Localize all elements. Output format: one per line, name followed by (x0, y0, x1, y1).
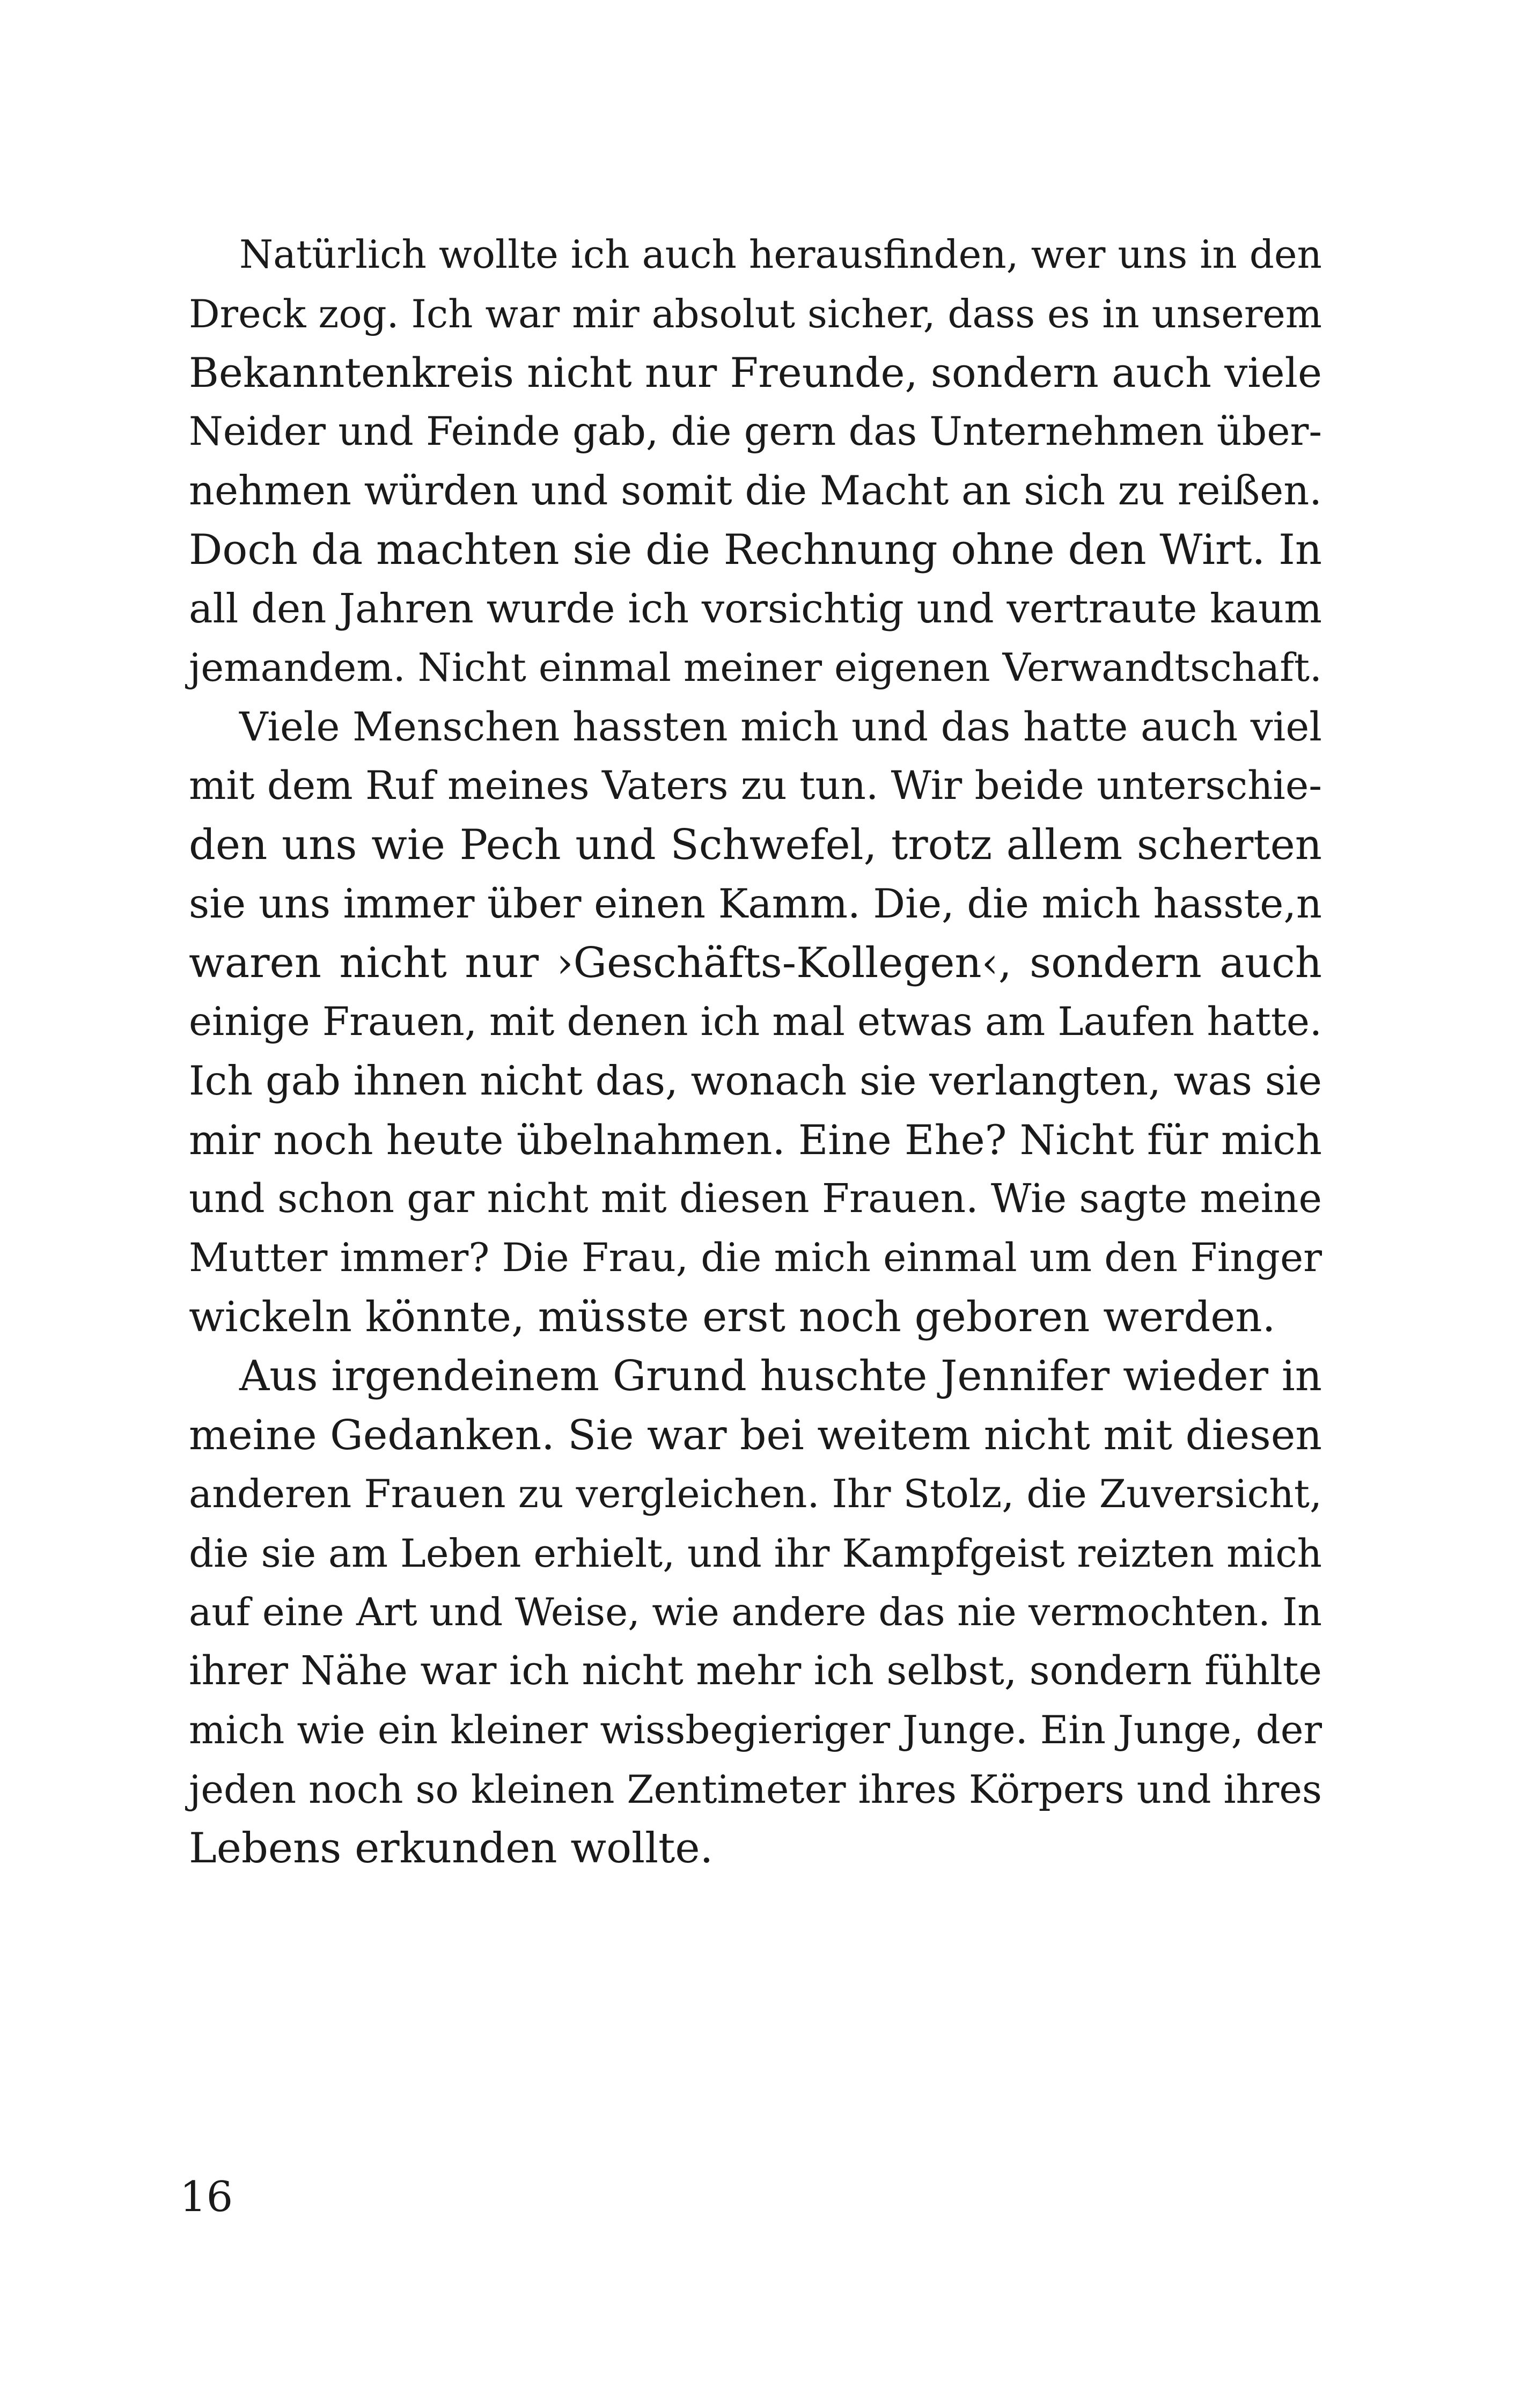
paragraph-1-line-6: Doch da machten sie die Rechnung ohne den Wirt. In (189, 526, 1322, 574)
paragraph-1-line-2: Dreck zog. Ich war mir absolut sicher, dass es in unserem (189, 291, 1322, 336)
paragraph-2-line-4: sie uns immer über einen Kamm. Die, die mich hasste,n (189, 880, 1322, 927)
paragraph-1-line-8: jemandem. Nicht einmal meiner eigenen Verwandtschaft. (189, 645, 1322, 691)
paragraph-2-line-5: waren nicht nur ›Geschäfts-Kollegen‹, sondern auch (189, 939, 1322, 987)
paragraph-2-line-6: einige Frauen, mit denen ich mal etwas am Laufen hatte. (189, 1000, 1322, 1045)
paragraph-2-line-3: den uns wie Pech und Schwefel, trotz allem scherten (189, 821, 1322, 869)
body-text (189, 225, 1322, 1878)
page-number: 16 (180, 2173, 233, 2221)
paragraph-3-line-7: mich wie ein kleiner wissbegieriger Junge. Ein Junge, der (189, 1708, 1322, 1753)
paragraph-2-line-9: und schon gar nicht mit diesen Frauen. Wie sagte meine (189, 1176, 1322, 1222)
paragraph-1-line-7: all den Jahren wurde ich vorsichtig und vertraute kaum (189, 585, 1322, 632)
paragraph-3-line-4: die sie am Leben erhielt, und ihr Kampfgeist reizten mich (189, 1531, 1322, 1576)
paragraph-3-line-6: ihrer Nähe war ich nicht mehr ich selbst, sondern fühlte (189, 1648, 1322, 1694)
paragraph-2-line-7: Ich gab ihnen nicht das, wonach sie verlangten, was sie (189, 1058, 1322, 1104)
paragraph-1-line-3: Bekanntenkreis nicht nur Freunde, sondern auch viele (189, 349, 1322, 397)
paragraph-2-line-1: Viele Menschen hassten mich und das hatte auch viel (239, 704, 1322, 750)
paragraph-2-line-11: wickeln könnte, müsste erst noch geboren werden. (189, 1293, 1276, 1341)
paragraph-3-line-2: meine Gedanken. Sie war bei weitem nicht mit diesen (189, 1411, 1322, 1459)
paragraph-2-line-8: mir noch heute übelnahmen. Eine Ehe? Nicht für mich (189, 1116, 1322, 1164)
paragraph-1-line-4: Neider und Feinde gab, die gern das Unternehmen über- (189, 409, 1322, 454)
paragraph-3-line-3: anderen Frauen zu vergleichen. Ihr Stolz, die Zuversicht, (189, 1472, 1322, 1517)
paragraph-1-line-1: Natürlich wollte ich auch herausfinden, wer uns in den (239, 232, 1322, 277)
paragraph-3-line-8: jeden noch so kleinen Zentimeter ihres Körpers und ihres (189, 1767, 1322, 1812)
paragraph-3-line-1: Aus irgendeinem Grund huschte Jennifer wieder in (239, 1352, 1322, 1400)
paragraph-3-line-5: auf eine Art und Weise, wie andere das nie vermochten. In (189, 1590, 1322, 1634)
paragraph-1-line-5: nehmen würden und somit die Macht an sich zu reißen. (189, 467, 1322, 514)
paragraph-2-line-10: Mutter immer? Die Frau, die mich einmal um den Finger (189, 1235, 1322, 1281)
paragraph-2-line-2: mit dem Ruf meines Vaters zu tun. Wir beide unterschie- (189, 763, 1322, 809)
paragraph-3-line-9: Lebens erkunden wollte. (189, 1824, 714, 1873)
